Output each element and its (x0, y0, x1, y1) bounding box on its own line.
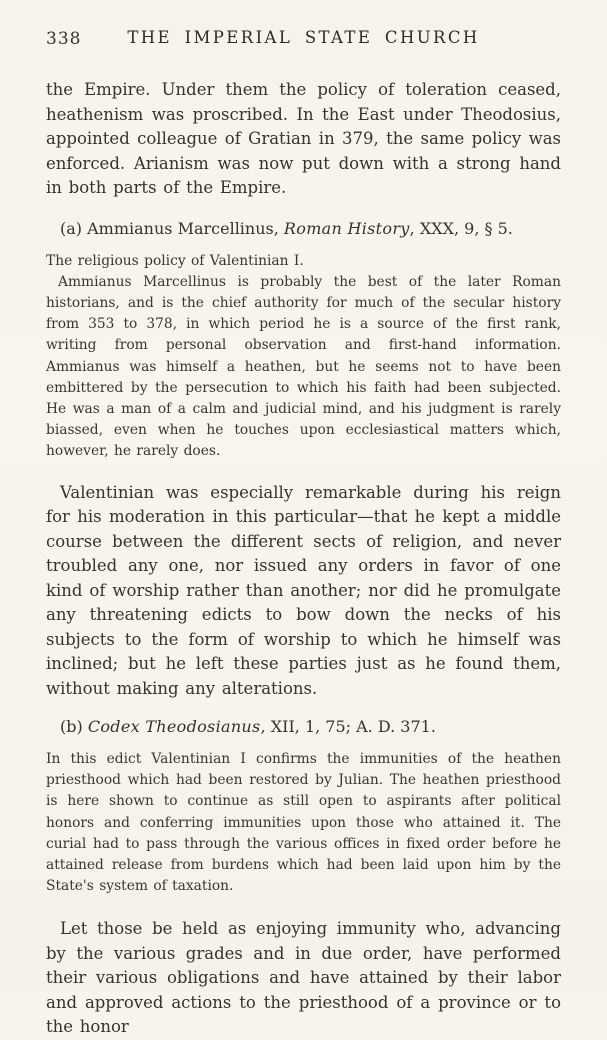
running-title: THE IMPERIAL STATE CHURCH (127, 28, 480, 47)
note-a-heading: The religious policy of Valentinian I. (46, 252, 304, 269)
citation-a-suffix: , XXX, 9, § 5. (409, 218, 513, 238)
paragraph-empire-policy: the Empire. Under them the policy of toleration ceased, heathenism was proscribed. In the East under Theodosius, appointed colleague of Gratian in 379, the same policy was enforced. Arianism was now put down with a strong hand in both parts of the Empire. (46, 80, 561, 197)
citation-b-work-title: Codex Theodosianus (87, 717, 261, 737)
page-header (46, 28, 561, 52)
page-number: 338 (46, 29, 82, 49)
paragraph-valentinian-moderation: Valentinian was especially remarkable during his reign for his moderation in this particular—that he kept a middle course between the different sects of religion, and never troubled any one, nor issued any orders in favor of one kind of worship rather than another; nor did he promulgate any threatening edicts to bow down the necks of his subjects to the form of worship to which he himself was inclined; but he left these parties just as he found them, without making any alterations. (46, 482, 561, 698)
citation-b (46, 715, 561, 739)
citation-b-suffix: , XII, 1, 75; A. D. 371. (260, 717, 436, 737)
note-b-body: In this edict Valentinian I confirms the immunities of the heathen priesthood which had been restored by Julian. The heathen priesthood is here shown to continue as still open to aspirants after political honors and conferring immunities upon those who attained it. The curial had to pass through the various offices in fixed order before he attained release from burdens which had been laid upon him by the State's system of taxation. (46, 751, 561, 895)
note-a-body: Ammianus Marcellinus is probably the best of the later Roman historians, and is the chief authority for much of the secular history from 353 to 378, in which period he is a source of the first rank, writing from personal observation and first-hand information. Ammianus was himself a heathen, but he seems not to have been embittered by the persecution to which his faith had been subjected. He was a man of a calm and judicial mind, and his judgment is rarely biassed, even when he touches upon ecclesiastical matters which, however, he rarely does. (46, 273, 561, 460)
citation-a (46, 217, 561, 241)
citation-a-work-title: Roman History (283, 218, 410, 238)
citation-a-prefix: (a) Ammianus Marcellinus, (60, 218, 284, 238)
citation-b-prefix: (b) (60, 717, 88, 737)
paragraph-immunity-edict: Let those be held as enjoying immunity who, advancing by the various grades and in due order, have performed their various obligations and have attained by their labor and approved actions to the priesthood of a province or to the honor (46, 919, 561, 1037)
note-a (46, 251, 561, 463)
page-body (46, 78, 561, 1040)
